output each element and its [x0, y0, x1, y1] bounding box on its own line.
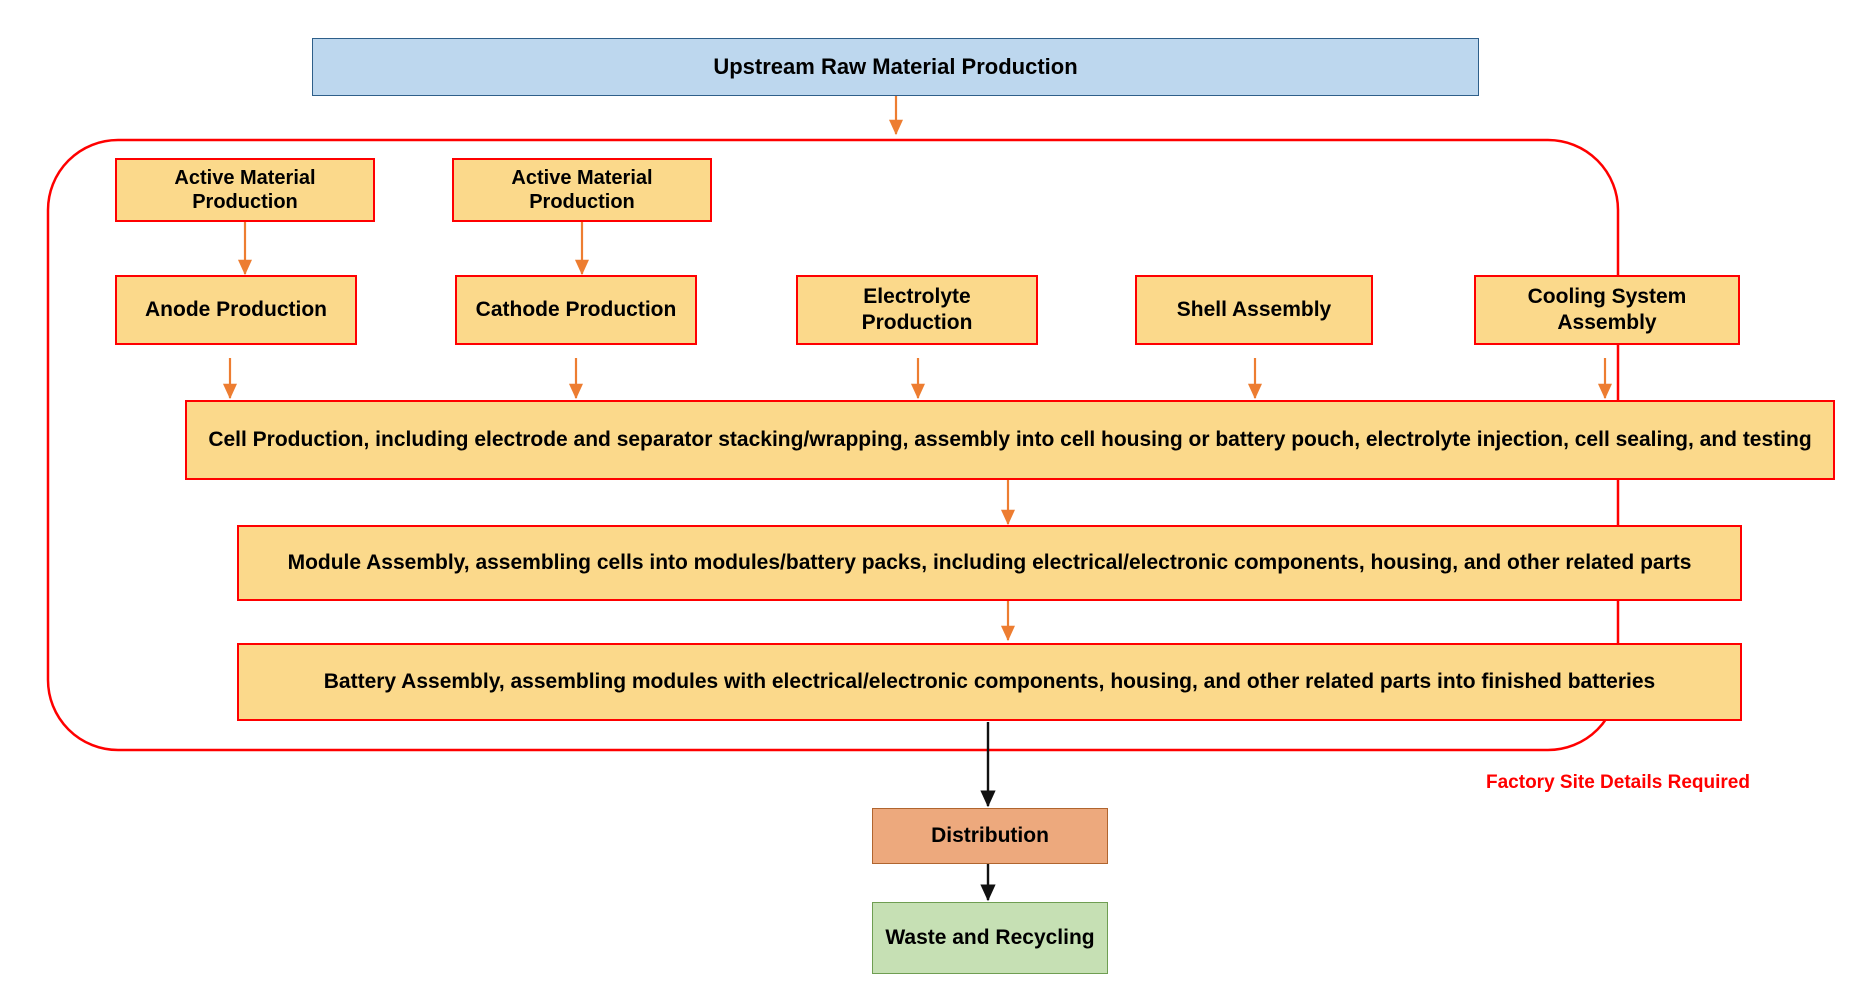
node-active-material-production-2[interactable]: Active Material Production — [452, 158, 712, 222]
factory-site-note: Factory Site Details Required — [1486, 772, 1750, 793]
node-distribution[interactable]: Distribution — [872, 808, 1108, 864]
node-module-assembly[interactable]: Module Assembly, assembling cells into modules/battery packs, including electrical/electronic components, housing, and other related parts — [237, 525, 1742, 601]
node-battery-assembly[interactable]: Battery Assembly, assembling modules with electrical/electronic components, housing, and other related parts into finished batteries — [237, 643, 1742, 721]
node-anode-production[interactable]: Anode Production — [115, 275, 357, 345]
node-cathode-production[interactable]: Cathode Production — [455, 275, 697, 345]
node-waste-and-recycling[interactable]: Waste and Recycling — [872, 902, 1108, 974]
node-active-material-production-1[interactable]: Active Material Production — [115, 158, 375, 222]
node-electrolyte-production[interactable]: Electrolyte Production — [796, 275, 1038, 345]
node-upstream-raw-material-production[interactable]: Upstream Raw Material Production — [312, 38, 1479, 96]
node-cooling-system-assembly[interactable]: Cooling System Assembly — [1474, 275, 1740, 345]
node-cell-production[interactable]: Cell Production, including electrode and separator stacking/wrapping, assembly into cell housing or battery pouch, electrolyte injection, cell sealing, and testing — [185, 400, 1835, 480]
node-shell-assembly[interactable]: Shell Assembly — [1135, 275, 1373, 345]
